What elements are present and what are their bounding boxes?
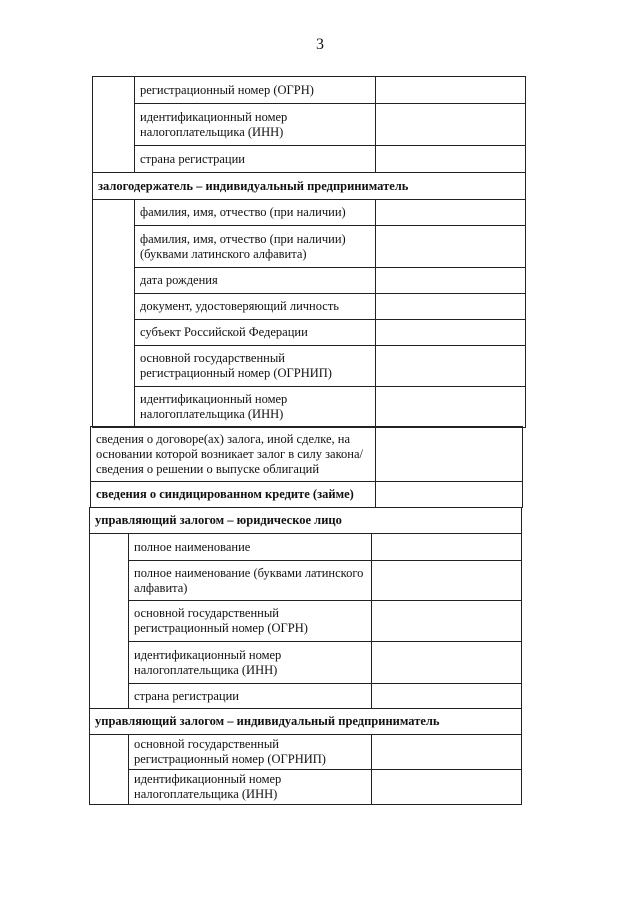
indent-cell: [93, 200, 135, 428]
field-label: страна регистрации: [129, 684, 372, 709]
table-row: [93, 294, 526, 320]
field-label: сведения о договоре(ах) залога, иной сделке, на основании которой возникает залог в силу закона/сведения о решении о выпуске облигаций: [91, 427, 376, 482]
field-label: полное наименование: [129, 534, 372, 561]
section-title: залогодержатель – индивидуальный предприниматель: [93, 173, 526, 200]
field-value[interactable]: [376, 320, 526, 346]
field-value[interactable]: [376, 200, 526, 226]
field-value[interactable]: [372, 735, 522, 770]
table-row: [90, 770, 522, 805]
field-label: идентификационный номер налогоплательщика (ИНН): [129, 642, 372, 684]
table-row: [90, 561, 522, 601]
table-row: [93, 387, 526, 428]
indent-cell: [90, 534, 129, 709]
field-value[interactable]: [372, 684, 522, 709]
section-title: управляющий залогом – индивидуальный предприниматель: [90, 709, 522, 735]
field-label: документ, удостоверяющий личность: [135, 294, 376, 320]
field-value[interactable]: [376, 226, 526, 268]
section-title: управляющий залогом – юридическое лицо: [90, 508, 522, 534]
field-label: регистрационный номер (ОГРН): [135, 77, 376, 104]
field-value[interactable]: [376, 294, 526, 320]
table-row: [93, 320, 526, 346]
field-value[interactable]: [376, 427, 523, 482]
field-value[interactable]: [376, 346, 526, 387]
table-row: [93, 346, 526, 387]
field-label: основной государственный регистрационный номер (ОГРНИП): [129, 735, 372, 770]
table-row: [93, 146, 526, 173]
field-value[interactable]: [372, 561, 522, 601]
indent-cell: [90, 735, 129, 805]
table-row: [90, 601, 522, 642]
field-label: идентификационный номер налогоплательщика (ИНН): [135, 387, 376, 428]
page-number: 3: [316, 36, 324, 53]
field-value[interactable]: [376, 77, 526, 104]
field-value[interactable]: [376, 387, 526, 428]
form-table-pledge-manager: [89, 507, 522, 805]
indent-cell: [93, 77, 135, 173]
section-header: [90, 709, 522, 735]
section-header: [93, 173, 526, 200]
field-value[interactable]: [372, 770, 522, 805]
table-row: [93, 104, 526, 146]
form-table-contract: [90, 426, 523, 508]
field-label: страна регистрации: [135, 146, 376, 173]
table-row: [93, 268, 526, 294]
table-row: [93, 226, 526, 268]
table-row: [93, 77, 526, 104]
field-label: основной государственный регистрационный номер (ОГРНИП): [135, 346, 376, 387]
section-header: [90, 508, 522, 534]
table-row: [91, 427, 523, 482]
field-label: фамилия, имя, отчество (при наличии): [135, 200, 376, 226]
form-table-pledgee: [92, 76, 526, 428]
field-label: идентификационный номер налогоплательщика (ИНН): [135, 104, 376, 146]
field-label: субъект Российской Федерации: [135, 320, 376, 346]
table-row: [91, 482, 523, 508]
field-value[interactable]: [372, 601, 522, 642]
field-value[interactable]: [376, 268, 526, 294]
table-row: [90, 642, 522, 684]
field-value[interactable]: [372, 534, 522, 561]
table-row: [90, 534, 522, 561]
field-label: дата рождения: [135, 268, 376, 294]
table-row: [90, 735, 522, 770]
field-value[interactable]: [376, 104, 526, 146]
field-label: идентификационный номер налогоплательщика (ИНН): [129, 770, 372, 805]
field-value[interactable]: [376, 146, 526, 173]
field-label: фамилия, имя, отчество (при наличии) (буквами латинского алфавита): [135, 226, 376, 268]
field-label: основной государственный регистрационный номер (ОГРН): [129, 601, 372, 642]
table-row: [93, 200, 526, 226]
field-value[interactable]: [372, 642, 522, 684]
table-row: [90, 684, 522, 709]
field-label: полное наименование (буквами латинского алфавита): [129, 561, 372, 601]
field-value[interactable]: [376, 482, 523, 508]
field-label: сведения о синдицированном кредите (займе): [91, 482, 376, 508]
